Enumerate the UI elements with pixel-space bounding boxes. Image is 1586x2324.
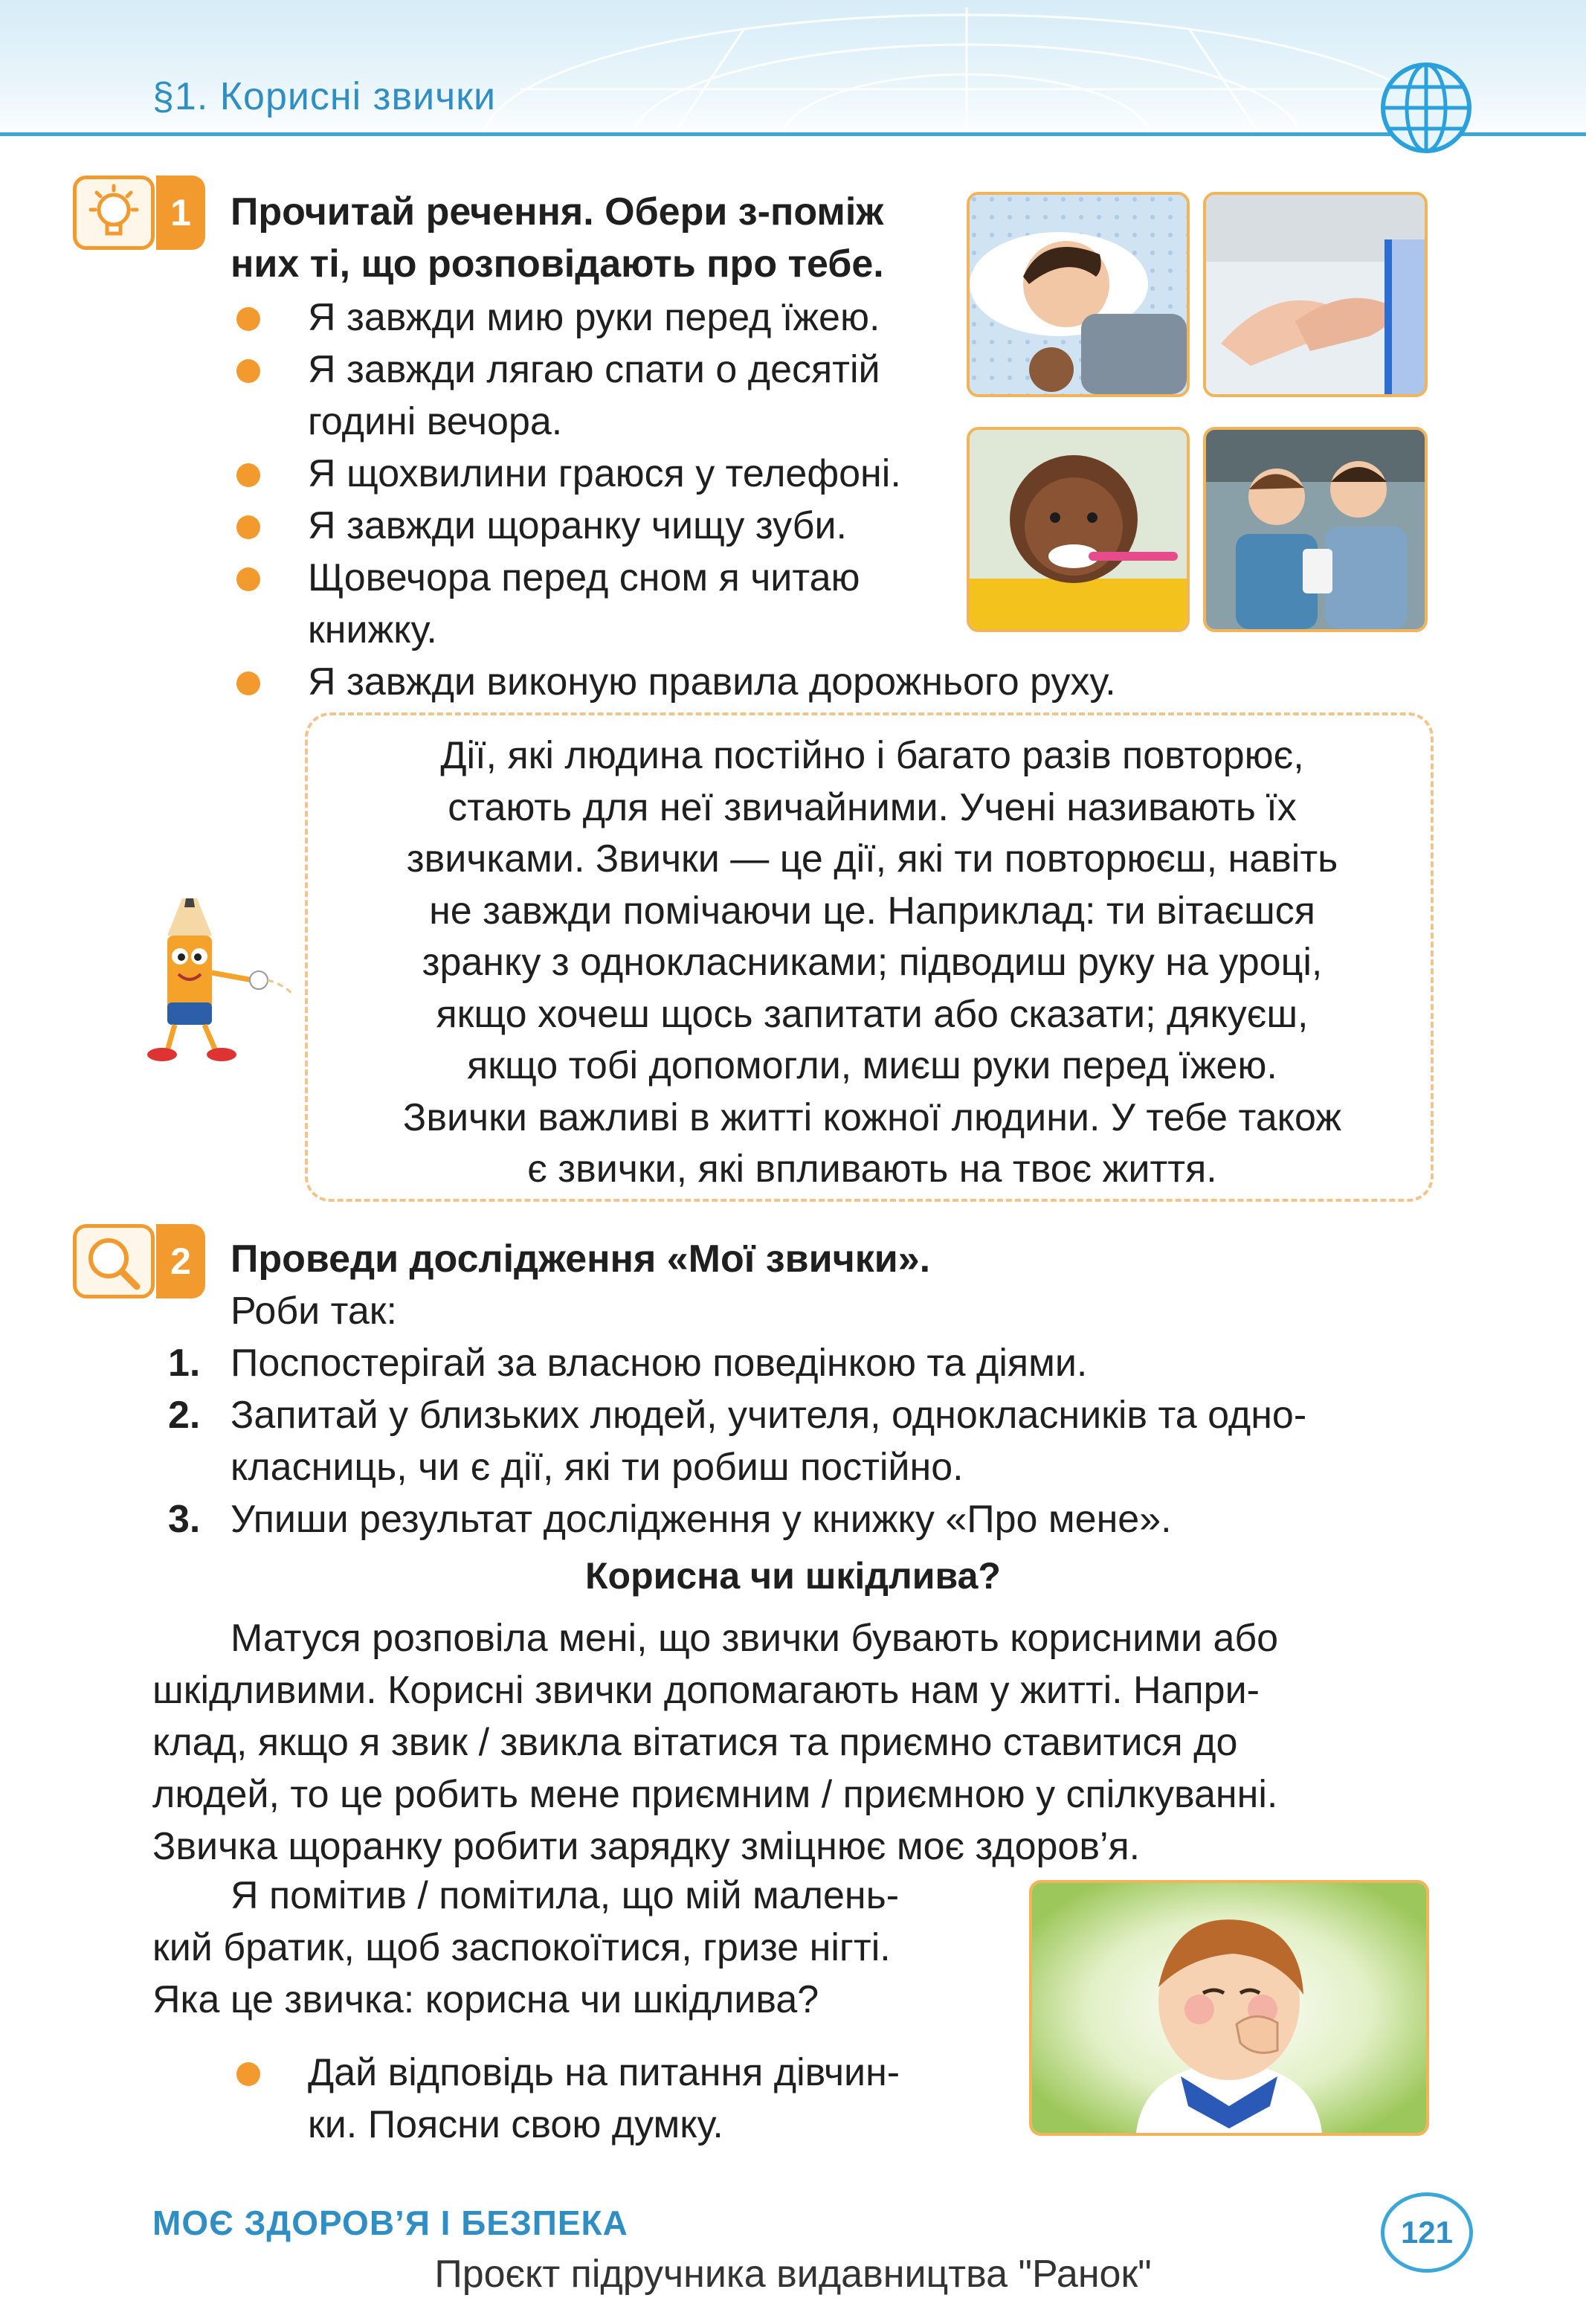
task-2-heading: Проведи дослідження «Мої звички». — [231, 1237, 931, 1281]
task-number: 1 — [156, 176, 205, 250]
globe-icon — [1379, 61, 1473, 155]
definition-line: якщо хочеш щось запитати або сказати; дякуєш, — [436, 992, 1309, 1036]
step-text: Запитай у близьких людей, учителя, однокласників та одно- — [231, 1394, 1307, 1437]
paragraph-line: шкідливими. Корисні звички допомагають нам у житті. Напри- — [152, 1669, 1260, 1712]
definition-line: Дії, які людина постійно і багато разів повторює, — [440, 734, 1304, 777]
paragraph-line: Яка це звичка: корисна чи шкідлива? — [152, 1978, 819, 2021]
definition-line: не завжди помічаючи це. Наприклад: ти вітаєшся — [429, 889, 1315, 933]
photo-boys-with-phone — [1203, 427, 1428, 632]
section-title: §1. Корисні звички — [152, 75, 497, 118]
definition-line: є звички, які впливають на твоє життя. — [527, 1147, 1217, 1191]
task-2-intro: Роби так: — [231, 1290, 397, 1333]
photo-brushing-teeth — [967, 427, 1190, 632]
task-2-steps — [168, 1337, 1306, 1545]
final-question — [231, 2047, 900, 2151]
illustration-boy-biting-nails — [1029, 1880, 1429, 2136]
photo-washing-hands — [1203, 192, 1428, 397]
definition-text — [323, 730, 1422, 1196]
step-text-continuation: класниць, чи є дії, які ти робиш постійно. — [231, 1446, 964, 1489]
list-item-continuation: ки. Поясни свою думку. — [308, 2103, 723, 2146]
publisher-note: Проєкт підручника видавництва "Ранок" — [434, 2253, 1152, 2296]
list-item: Я завжди виконую правила дорожнього руху. — [231, 656, 1116, 708]
page-number: 121 — [1381, 2192, 1473, 2273]
chapter-title: МОЄ ЗДОРОВ’Я І БЕЗПЕКА — [152, 2204, 628, 2242]
paragraph-line: Я помітив / помітила, що мій малень- — [231, 1874, 900, 1917]
definition-line: Звички важливі в житті кожної людини. У тебе також — [402, 1095, 1342, 1139]
step-number: 3. — [168, 1498, 201, 1541]
list-item: Я завжди лягаю спати о десятій — [231, 344, 1116, 396]
step-number: 1. — [168, 1342, 201, 1385]
lightbulb-icon — [83, 183, 144, 244]
paragraph-line: людей, то це робить мене приємним / приємною у спілкуванні. — [152, 1773, 1278, 1816]
paragraph-line: Матуся розповіла мені, що звички бувають корисними або — [231, 1617, 1279, 1660]
list-item: Дай відповідь на питання дівчин- — [231, 2047, 900, 2099]
list-item — [168, 1493, 1306, 1545]
list-item: Я завжди мию руки перед їжею. — [231, 292, 1116, 344]
list-item — [168, 1337, 1306, 1389]
list-item — [168, 1389, 1306, 1493]
paragraph-line: клад, якщо я звик / звикла вітатися та приємно ставитися до — [152, 1721, 1238, 1764]
task-1-heading-line: Прочитай речення. Обери з-поміж — [231, 190, 884, 234]
definition-line: зранку з однокласниками; підводиш руку на уроці, — [422, 941, 1323, 984]
list-item-continuation: книжку. — [308, 608, 437, 651]
paragraph-line: кий братик, щоб заспокоїтися, гризе нігті. — [152, 1926, 891, 1969]
list-item: Я щохвилини граюся у телефоні. — [231, 448, 1116, 500]
paragraph-mother-story — [152, 1612, 1428, 1873]
definition-line: звичками. Звички — це дії, які ти повторюєш, навіть — [406, 837, 1338, 881]
paragraph-brother-story — [152, 1870, 993, 2026]
step-text: Упиши результат дослідження у книжку «Про мене». — [231, 1498, 1172, 1541]
task-number: 2 — [156, 1224, 205, 1298]
definition-line: якщо тобі допомогли, миєш руки перед їжею. — [467, 1044, 1277, 1087]
task-2-badge — [73, 1224, 207, 1301]
list-item: Щовечора перед сном я читаю — [231, 552, 1116, 604]
pencil-mascot-icon — [141, 891, 312, 1069]
definition-line: стають для неї звичайними. Учені називають їх — [448, 785, 1297, 829]
habits-definition-box — [305, 712, 1434, 1202]
photo-sleeping-boy — [967, 192, 1190, 397]
section-subheading: Корисна чи шкідлива? — [585, 1555, 1001, 1597]
step-text: Поспостерігай за власною поведінкою та діями. — [231, 1342, 1088, 1385]
header-decoration — [446, 0, 1487, 141]
task-1-badge — [73, 176, 207, 253]
list-item: Я завжди щоранку чищу зуби. — [231, 500, 1116, 552]
task-1-heading-line: них ті, що розповідають про тебе. — [231, 242, 884, 286]
list-item-continuation: годині вечора. — [308, 400, 563, 443]
task-1-heading — [231, 186, 884, 290]
paragraph-line: Звичка щоранку робити зарядку зміцнює моє здоров’я. — [152, 1825, 1141, 1868]
step-number: 2. — [168, 1394, 201, 1437]
header-rule — [0, 132, 1586, 136]
magnifier-icon — [83, 1232, 144, 1293]
